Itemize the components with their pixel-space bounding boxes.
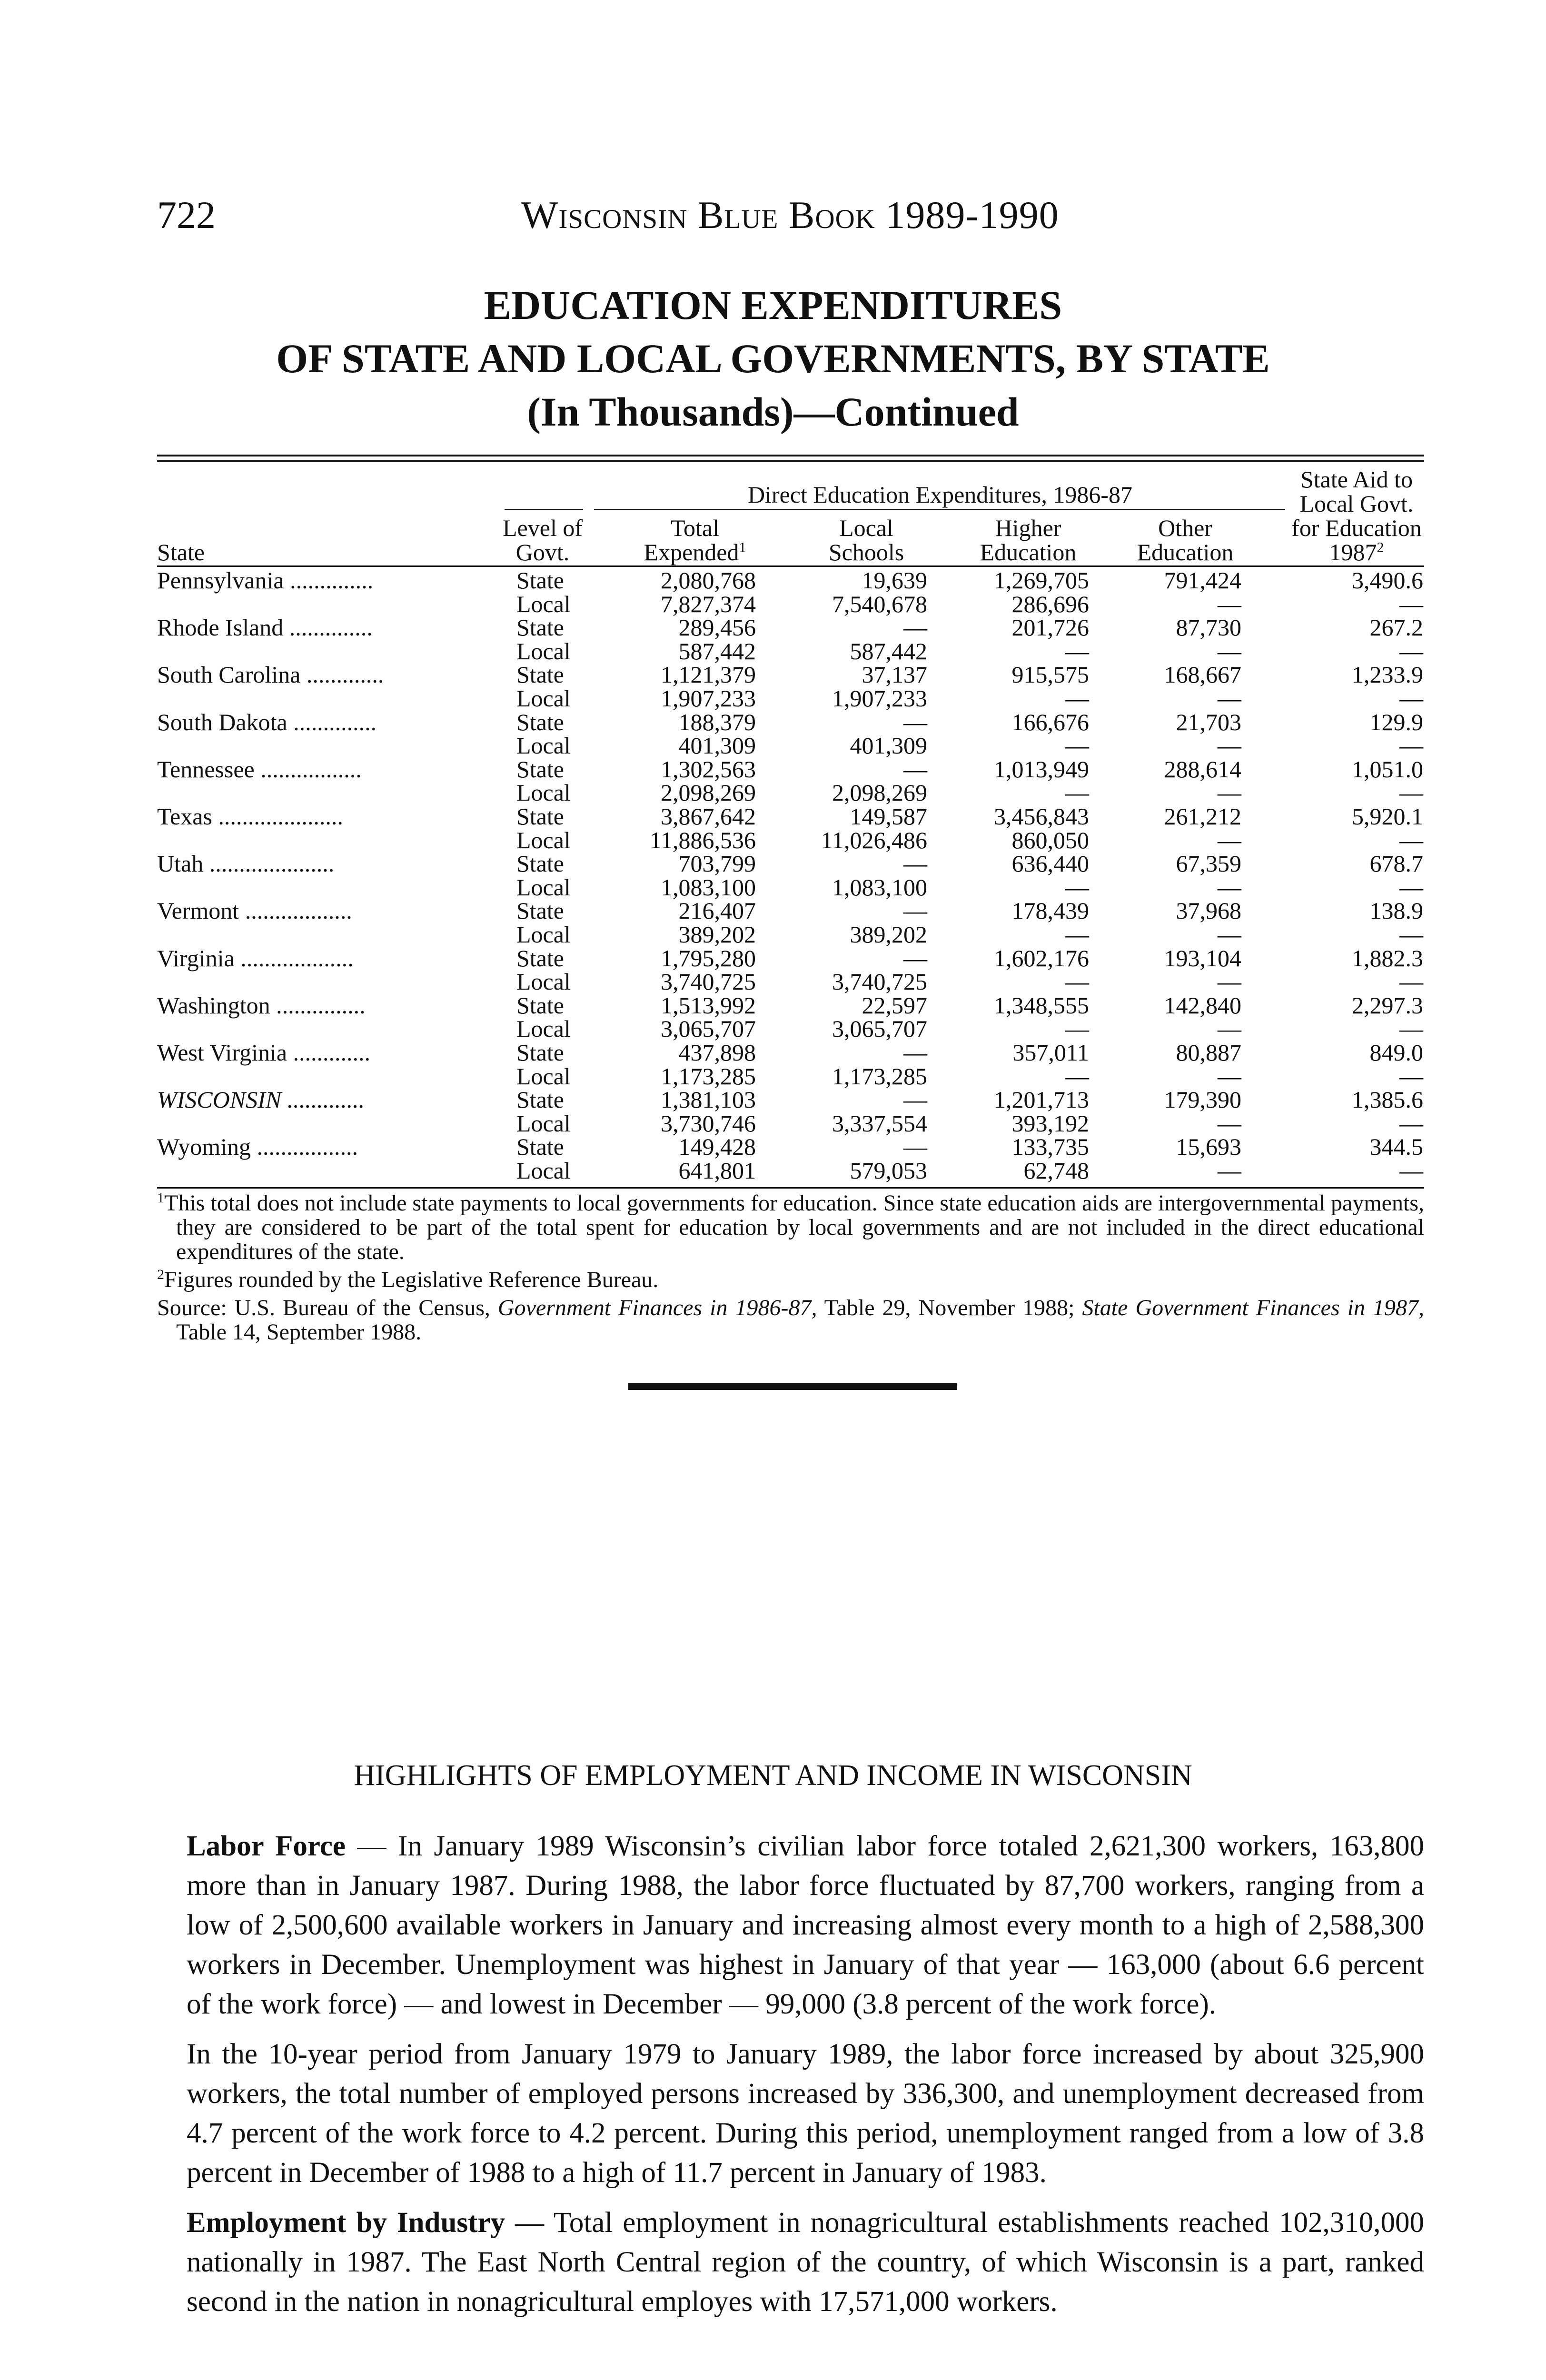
footnote-2-mark: 2 [157, 1267, 164, 1282]
table-cell-aid: 3,490.6 [1352, 567, 1423, 594]
table-cell-level: Local [516, 732, 571, 759]
table-cell-total: 437,898 [678, 1039, 756, 1066]
level-header-line-2: Govt. [515, 539, 570, 565]
table-cell-other: — [1218, 779, 1241, 806]
table-cell-level: State [516, 709, 564, 735]
table-cell-aid: — [1399, 827, 1423, 853]
employment-lead: Employment by Industry [187, 2207, 505, 2239]
table-cell-total: 1,302,563 [661, 756, 756, 783]
table-cell-total: 7,827,374 [661, 591, 756, 617]
table-cell-local: 7,540,678 [832, 591, 927, 617]
table-cell-level: State [516, 803, 564, 830]
table-cell-other: — [1218, 827, 1241, 853]
table-cell-level: Local [516, 1015, 571, 1042]
table-cell-level: Local [516, 1110, 571, 1137]
source-note [157, 1296, 1424, 1344]
title-line-3: (In Thousands)—Continued [527, 389, 1019, 435]
table-cell-other: — [1218, 1110, 1241, 1137]
table-cell-level: Local [516, 638, 571, 664]
table-cell-aid: — [1399, 779, 1423, 806]
aid-footnote-mark: 2 [1377, 539, 1384, 555]
table-cell-higher: 1,013,949 [994, 756, 1089, 783]
title-line-1: EDUCATION EXPENDITURES [484, 282, 1062, 328]
employment-text: — Total employment in nonagricultural establishments reached 102,310,000 nationally in 1987. The East North Central region of the country, of which Wisconsin is a part, ranked second in the nation in nonagricultural employes with 17,571,000 workers. [187, 2207, 1424, 2318]
table-cell-local: 579,053 [850, 1157, 927, 1184]
table-cell-level: Local [516, 827, 571, 853]
table-cell-local: — [903, 1039, 927, 1066]
table-cell-local: — [903, 945, 927, 972]
table-cell-total: 216,407 [678, 897, 756, 924]
table-cell-other: — [1218, 685, 1241, 712]
table-cell-aid: — [1399, 732, 1423, 759]
table-cell-level: State [516, 992, 564, 1019]
local-header-line-2: Schools [828, 539, 904, 565]
table-cell-local: 1,173,285 [832, 1063, 927, 1090]
labor-force-text: — In January 1989 Wisconsin’s civilian labor force totaled 2,621,300 workers, 163,800 more than in January 1987. During 1988, the labor force fluctuated by 87,700 workers, ranging from a low of 2,500,600 available workers in January and increasing almost every month to a high of 2,588,300 workers in December. Unemployment was highest in January of that year — 163,000 (about 6.6 percent of the work force) — and lowest in December — 99,000 (3.8 percent of the work force). [187, 1830, 1425, 2020]
table-cell-total: 1,381,103 [661, 1086, 756, 1113]
table-cell-total: 188,379 [678, 709, 756, 735]
table-cell-aid: 1,882.3 [1352, 945, 1423, 972]
footnote-2-text: Figures rounded by the Legislative Reference Bureau. [164, 1267, 659, 1292]
table-cell-aid: — [1399, 1110, 1423, 1137]
table-cell-local: 587,442 [850, 638, 927, 664]
table-cell-state: Texas ..................... [157, 803, 343, 830]
table-cell-total: 149,428 [678, 1133, 756, 1160]
table-cell-total: 3,867,642 [661, 803, 756, 830]
table-cell-total: 3,740,725 [661, 968, 756, 995]
table-cell-local: 11,026,486 [821, 827, 927, 853]
table-cell-level: State [516, 1133, 564, 1160]
table-cell-higher: — [1065, 732, 1089, 759]
table-cell-level: Local [516, 1157, 571, 1184]
level-header-line-1: Level of [503, 515, 583, 541]
table-cell-other: — [1218, 638, 1241, 664]
footnote-2 [157, 1268, 1424, 1292]
table-cell-higher: 1,269,705 [994, 567, 1089, 594]
table-cell-level: State [516, 945, 564, 972]
table-cell-aid: — [1399, 921, 1423, 948]
table-cell-higher: 1,201,713 [994, 1086, 1089, 1113]
table-cell-total: 1,121,379 [661, 661, 756, 688]
table-bottom-rule [157, 1187, 1424, 1189]
table-cell-local: 37,137 [862, 661, 927, 688]
aid-header-line-2: Local Govt. [1299, 490, 1414, 517]
table-cell-higher: 1,602,176 [994, 945, 1089, 972]
table-cell-local: — [903, 1086, 927, 1113]
table-cell-other: — [1218, 1157, 1241, 1184]
table-cell-state: Tennessee ................. [157, 756, 362, 783]
table-cell-total: 289,456 [678, 614, 756, 641]
footnote-1-text: This total does not include state payments to local governments for education. Since state education aids are intergovernmental payments, they are considered to be part of the total spent for education by local governments and are not included in the direct educational expenditures of the state. [164, 1190, 1424, 1264]
highlights-body [187, 1826, 1424, 2332]
table-cell-higher: — [1065, 921, 1089, 948]
table-cell-other: 179,390 [1164, 1086, 1241, 1113]
table-cell-local: — [903, 756, 927, 783]
table-cell-other: 168,667 [1164, 661, 1241, 688]
table-cell-total: 1,083,100 [661, 874, 756, 901]
table-cell-aid: — [1399, 638, 1423, 664]
total-footnote-mark: 1 [739, 539, 746, 555]
table-cell-other: 15,693 [1176, 1133, 1241, 1160]
table-cell-level: State [516, 567, 564, 594]
table-cell-aid: 267.2 [1369, 614, 1423, 641]
table-cell-level: Local [516, 874, 571, 901]
table-cell-aid: — [1399, 968, 1423, 995]
table-cell-state: Wyoming ................. [157, 1133, 358, 1160]
table-cell-higher: 915,575 [1011, 661, 1089, 688]
footnote-1 [157, 1191, 1424, 1264]
source-prefix: Source: U.S. Bureau of the Census, [157, 1295, 498, 1320]
table-cell-other: 261,212 [1164, 803, 1241, 830]
table-cell-aid: — [1399, 591, 1423, 617]
aid-header-line-3: for Education [1291, 515, 1422, 541]
table-cell-total: 3,065,707 [661, 1015, 756, 1042]
source-suffix: Table 14, September 1988. [176, 1319, 422, 1345]
table-cell-aid: 678.7 [1369, 850, 1423, 877]
total-header-line-2 [614, 539, 776, 565]
ten-year-text: In the 10-year period from January 1979 to January 1989, the labor force increased by about 325,900 workers, the total number of employed persons increased by 336,300, and unemployment decreased from 4.7 percent of the work force to 4.2 percent. During this period, unemployment ranged from a low of 3.8 percent in December of 1988 to a high of 11.7 percent in January of 1983. [187, 2038, 1424, 2189]
table-cell-other: 67,359 [1176, 850, 1241, 877]
highlights-title: HIGHLIGHTS OF EMPLOYMENT AND INCOME IN WISCONSIN [354, 1759, 1192, 1792]
table-cell-other: — [1218, 591, 1241, 617]
table-cell-local: 22,597 [862, 992, 927, 1019]
table-cell-local: — [903, 850, 927, 877]
table-cell-state: Vermont .................. [157, 897, 352, 924]
table-cell-local: — [903, 614, 927, 641]
aid-header-year: 1987 [1329, 539, 1377, 565]
table-cell-total: 1,907,233 [661, 685, 756, 712]
table-cell-higher: 636,440 [1011, 850, 1089, 877]
table-cell-other: — [1218, 732, 1241, 759]
footnote-1-mark: 1 [157, 1190, 164, 1206]
table-cell-higher: — [1065, 638, 1089, 664]
table-cell-higher: — [1065, 968, 1089, 995]
table-cell-level: Local [516, 591, 571, 617]
table-cell-local: 149,587 [850, 803, 927, 830]
table-cell-state: Washington ............... [157, 992, 366, 1019]
aid-header-line-4 [1285, 539, 1428, 565]
table-cell-higher: 133,735 [1011, 1133, 1089, 1160]
table-cell-local: 1,083,100 [832, 874, 927, 901]
table-cell-level: Local [516, 779, 571, 806]
labor-force-lead: Labor Force [187, 1830, 346, 1862]
table-cell-other: 21,703 [1176, 709, 1241, 735]
table-cell-higher: — [1065, 1015, 1089, 1042]
table-cell-total: 11,886,536 [649, 827, 756, 853]
state-header: State [157, 539, 205, 565]
table-cell-level: State [516, 661, 564, 688]
other-header-line-2: Education [1137, 539, 1234, 565]
table-cell-level: Local [516, 921, 571, 948]
table-cell-total: 587,442 [678, 638, 756, 664]
table-cell-aid: 2,297.3 [1352, 992, 1423, 1019]
table-cell-other: 142,840 [1164, 992, 1241, 1019]
table-cell-other: 87,730 [1176, 614, 1241, 641]
table-cell-aid: 344.5 [1369, 1133, 1423, 1160]
table-cell-state: WISCONSIN ............. [157, 1086, 365, 1113]
table-cell-state: Rhode Island .............. [157, 614, 373, 641]
table-cell-state: South Dakota .............. [157, 709, 377, 735]
table-cell-state: Utah ..................... [157, 850, 335, 877]
table-cell-local: 401,309 [850, 732, 927, 759]
table-cell-total: 3,730,746 [661, 1110, 756, 1137]
table-cell-other: — [1218, 1063, 1241, 1090]
table-cell-aid: 1,233.9 [1352, 661, 1423, 688]
source-mid: Table 29, November 1988; [817, 1295, 1082, 1320]
table-cell-level: State [516, 1086, 564, 1113]
table-cell-total: 2,080,768 [661, 567, 756, 594]
table-cell-other: 288,614 [1164, 756, 1241, 783]
table-cell-total: 401,309 [678, 732, 756, 759]
table-cell-total: 703,799 [678, 850, 756, 877]
table-cell-level: Local [516, 1063, 571, 1090]
table-cell-local: — [903, 897, 927, 924]
table-cell-other: — [1218, 874, 1241, 901]
table-cell-state: Virginia ................... [157, 945, 354, 972]
table-cell-aid: 849.0 [1369, 1039, 1423, 1066]
table-cell-local: 2,098,269 [832, 779, 927, 806]
table-cell-higher: — [1065, 1063, 1089, 1090]
table-cell-total: 389,202 [678, 921, 756, 948]
table-cell-higher: 286,696 [1011, 591, 1089, 617]
table-cell-level: Local [516, 685, 571, 712]
source-title-2: State Government Finances in 1987, [1082, 1295, 1424, 1320]
table-cell-aid: 129.9 [1369, 709, 1423, 735]
table-cell-higher: — [1065, 874, 1089, 901]
table-cell-aid: 1,051.0 [1352, 756, 1423, 783]
source-title-1: Government Finances in 1986-87, [497, 1295, 817, 1320]
labor-force-paragraph [187, 1826, 1424, 2024]
table-cell-total: 1,513,992 [661, 992, 756, 1019]
table-cell-level: State [516, 897, 564, 924]
table-cell-other: 193,104 [1164, 945, 1241, 972]
table-cell-level: State [516, 614, 564, 641]
table-cell-local: — [903, 1133, 927, 1160]
ten-year-paragraph [187, 2034, 1424, 2192]
page-title [0, 278, 1546, 438]
table-cell-higher: 62,748 [1023, 1157, 1089, 1184]
title-line-2: OF STATE AND LOCAL GOVERNMENTS, BY STATE [276, 336, 1270, 381]
table-cell-higher: — [1065, 685, 1089, 712]
total-header-text: Expended [644, 539, 739, 565]
table-cell-higher: 201,726 [1011, 614, 1089, 641]
running-header: Wisconsin Blue Book 1989-1990 [521, 193, 1059, 237]
table-cell-higher: 1,348,555 [994, 992, 1089, 1019]
table-top-rule-2 [157, 460, 1424, 462]
table-cell-total: 1,795,280 [661, 945, 756, 972]
table-cell-higher: 166,676 [1011, 709, 1089, 735]
table-cell-higher: 860,050 [1011, 827, 1089, 853]
table-cell-aid: 5,920.1 [1352, 803, 1423, 830]
table-cell-higher: 357,011 [1012, 1039, 1089, 1066]
footnotes [157, 1191, 1424, 1348]
table-cell-aid: — [1399, 685, 1423, 712]
table-cell-total: 641,801 [678, 1157, 756, 1184]
table-cell-aid: — [1399, 1157, 1423, 1184]
group-header-rule [594, 509, 1285, 510]
employment-paragraph [187, 2203, 1424, 2321]
table-cell-other: 80,887 [1176, 1039, 1241, 1066]
table-cell-local: 1,907,233 [832, 685, 927, 712]
table-cell-higher: — [1065, 779, 1089, 806]
table-cell-total: 2,098,269 [661, 779, 756, 806]
higher-header-line-1: Higher [995, 515, 1061, 541]
table-cell-aid: — [1399, 874, 1423, 901]
group-header: Direct Education Expenditures, 1986-87 [747, 481, 1133, 508]
table-cell-other: 791,424 [1164, 567, 1241, 594]
table-cell-aid: — [1399, 1015, 1423, 1042]
table-cell-state: West Virginia ............. [157, 1039, 371, 1066]
table-cell-other: — [1218, 968, 1241, 995]
table-cell-other: — [1218, 921, 1241, 948]
local-header-line-1: Local [839, 515, 893, 541]
table-cell-local: 3,337,554 [832, 1110, 927, 1137]
table-cell-local: 389,202 [850, 921, 927, 948]
page-number: 722 [157, 193, 216, 237]
table-cell-level: State [516, 1039, 564, 1066]
table-cell-higher: 178,439 [1011, 897, 1089, 924]
table-cell-level: State [516, 850, 564, 877]
table-cell-local: 19,639 [862, 567, 927, 594]
table-top-rule [157, 455, 1424, 456]
level-header-rule [505, 509, 583, 510]
table-cell-aid: 138.9 [1369, 897, 1423, 924]
section-divider [628, 1383, 957, 1390]
table-cell-state: South Carolina ............. [157, 661, 384, 688]
table-cell-other: — [1218, 1015, 1241, 1042]
table-cell-total: 1,173,285 [661, 1063, 756, 1090]
table-cell-level: Local [516, 968, 571, 995]
table-cell-local: 3,065,707 [832, 1015, 927, 1042]
table-cell-other: 37,968 [1176, 897, 1241, 924]
higher-header-line-2: Education [980, 539, 1077, 565]
table-cell-level: State [516, 756, 564, 783]
table-cell-state: Pennsylvania .............. [157, 567, 374, 594]
table-cell-local: — [903, 709, 927, 735]
table-cell-aid: — [1399, 1063, 1423, 1090]
table-cell-local: 3,740,725 [832, 968, 927, 995]
table-cell-higher: 3,456,843 [994, 803, 1089, 830]
total-header-line-1: Total [670, 515, 720, 541]
other-header-line-1: Other [1158, 515, 1212, 541]
table-cell-aid: 1,385.6 [1352, 1086, 1423, 1113]
table-cell-higher: 393,192 [1011, 1110, 1089, 1137]
aid-header-line-1: State Aid to [1300, 466, 1413, 493]
